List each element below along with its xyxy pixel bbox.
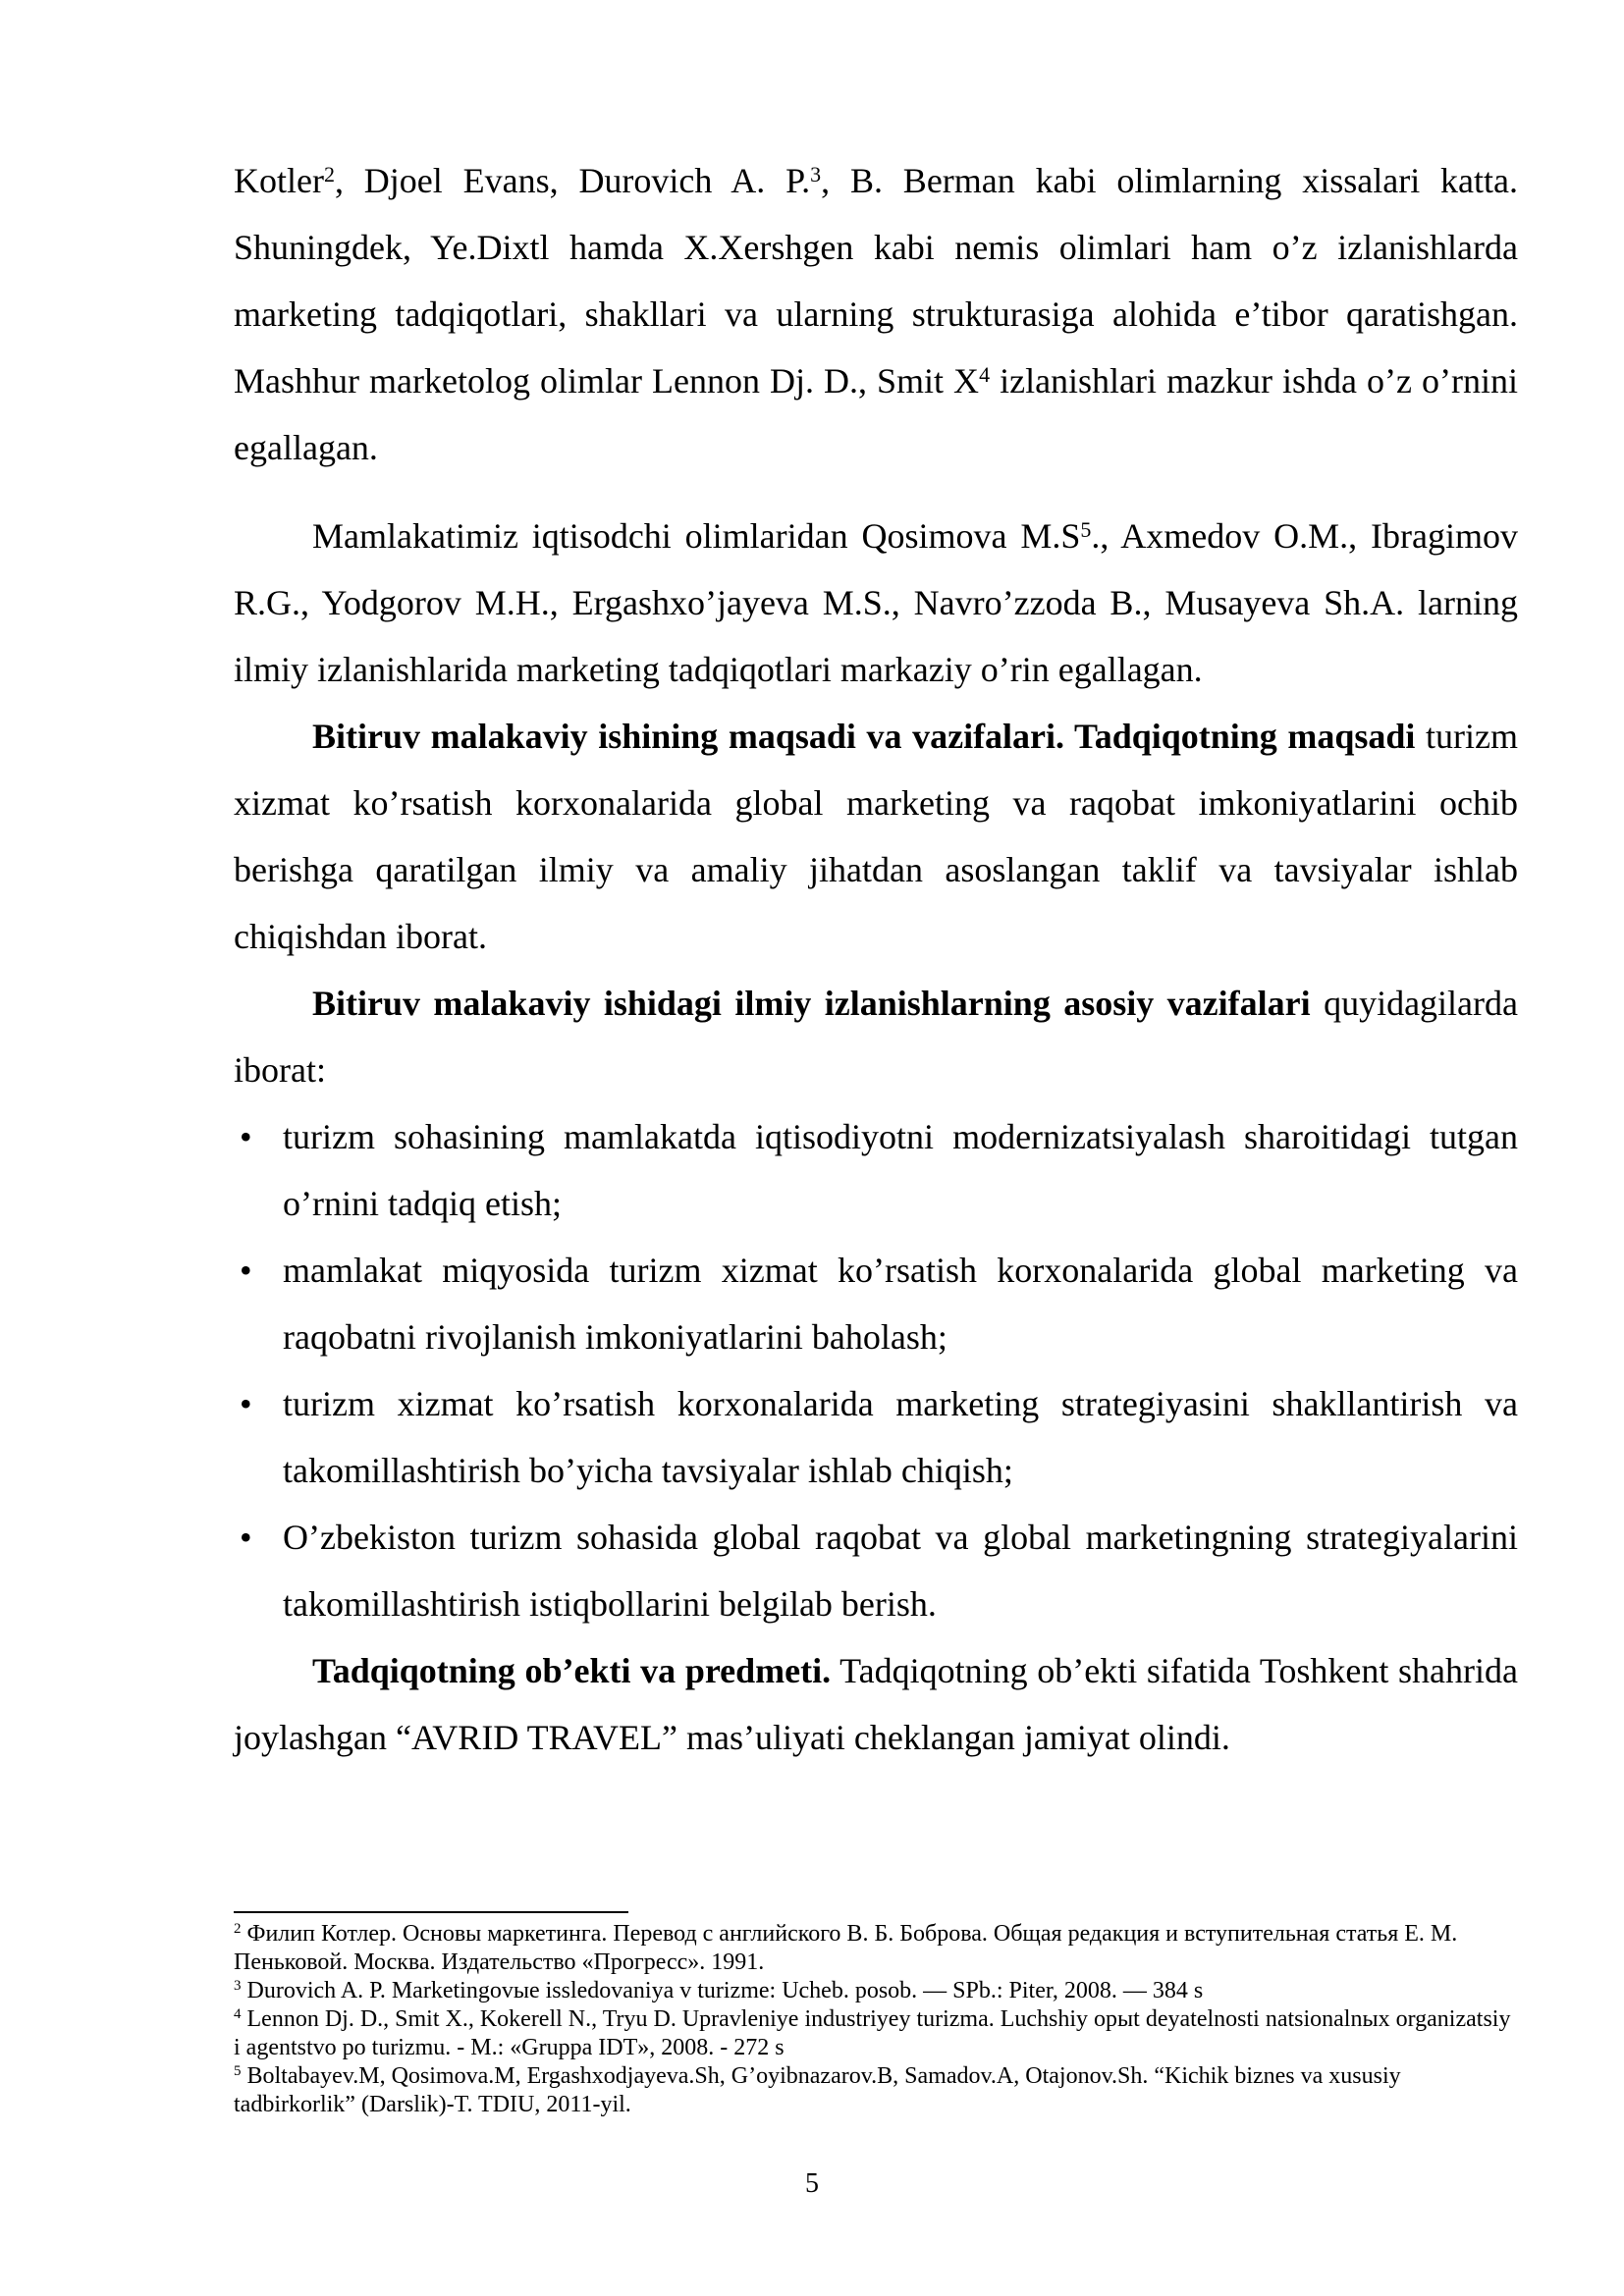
footnote [234, 1920, 1518, 1977]
list-item [234, 1237, 1518, 1370]
paragraph-local-scholars [234, 503, 1518, 703]
text-run: , B. Berman kabi olimlarning xissalari katta. Shuningdek, Ye.Dixtl hamda X.Xershgen kabi nemis olimlari ham o’z izlanishlarda marketing tadqiqotlari, shakllari va ularning strukturasiga alohida e’tibor qaratishgan. Mashhur marketolog olimlar Lennon Dj. D., Smit X [234, 161, 1519, 400]
footnote-text: Филип Котлер. Основы маркетинга. Перевод с английского В. Б. Боброва. Общая редакция и вступительная статья Е. М. Пеньковой. Москва. Издательство «Прогресс». 1991. [234, 1921, 1458, 1975]
bullet-icon: • [240, 1117, 252, 1156]
text-run: izlanishlari mazkur ishda o’z o’rnini egallagan. [234, 361, 1519, 467]
text-run: quyidagilarda iborat: [234, 984, 1518, 1090]
list-item [234, 1103, 1518, 1237]
bold-heading-run: Bitiruv malakaviy ishining maqsadi va vazifalari. Tadqiqotning maqsadi [312, 717, 1416, 756]
paragraph-object [234, 1637, 1518, 1771]
bullet-icon: • [240, 1384, 252, 1423]
footnote-ref: 5 [1080, 517, 1092, 542]
text-run: Kotler [234, 161, 324, 200]
footnote-number: 3 [234, 1978, 242, 1994]
footnotes [234, 1920, 1518, 2119]
list-item-text: turizm xizmat ko’rsatish korxonalarida marketing strategiyasini shakllantirish va takomillashtirish bo’yicha tavsiyalar ishlab chiqish; [283, 1384, 1518, 1490]
tasks-list [234, 1103, 1518, 1637]
list-item [234, 1370, 1518, 1504]
footnote [234, 2005, 1518, 2062]
text-run: turizm xizmat ko’rsatish korxonalarida global marketing va raqobat imkoniyatlarini ochib berishga qaratilgan ilmiy va amaliy jihatdan asoslangan taklif va tavsiyalar ishlab chiqishdan iborat. [234, 717, 1518, 956]
footnote-ref: 2 [323, 162, 335, 187]
bullet-icon: • [240, 1518, 252, 1557]
paragraph-tasks [234, 970, 1518, 1103]
list-item-text: O’zbekiston turizm sohasida global raqobat va global marketingning strategiyalarini takomillashtirish istiqbollarini belgilab berish. [283, 1518, 1518, 1624]
footnote-ref: 3 [810, 162, 822, 187]
paragraph-purpose [234, 703, 1518, 970]
bold-heading-run: Bitiruv malakaviy ishidagi ilmiy izlanishlarning asosiy vazifalari [312, 984, 1311, 1023]
text-run: Tadqiqotning ob’ekti sifatida Toshkent shahrida joylashgan “AVRID TRAVEL” mas’uliyati cheklangan jamiyat olindi. [234, 1651, 1518, 1757]
bullet-icon: • [240, 1251, 252, 1290]
bold-heading-run: Tadqiqotning ob’ekti va predmeti. [312, 1651, 832, 1690]
list-item [234, 1504, 1518, 1637]
footnote-text: Boltabayev.M, Qosimova.M, Ergashxodjayeva.Sh, G’oyibnazarov.B, Samadov.A, Otajonov.Sh. “Kichik biznes va xususiy tadbirkorlik” (Darslik)-T. TDIU, 2011-yil. [234, 2063, 1401, 2117]
footnote-number: 4 [234, 2006, 242, 2022]
footnote-text: Lennon Dj. D., Smit X., Kokerell N., Tryu D. Upravleniye industriyey turizma. Luchshiy opыt deyatelnosti natsionalnыx organizatsiy i agentstvo po turizmu. - M.: «Gruppa IDT», 2008. - 272 s [234, 2006, 1511, 2060]
text-run: Mamlakatimiz iqtisodchi olimlaridan Qosimova M.S [312, 516, 1081, 556]
list-item-text: mamlakat miqyosida turizm xizmat ko’rsatish korxonalarida global marketing va raqobatni rivojlanish imkoniyatlarini baholash; [283, 1251, 1518, 1357]
footnote [234, 2062, 1518, 2119]
text-run: , Djoel Evans, Durovich A. P. [334, 161, 811, 200]
text-run: ., Axmedov O.M., Ibragimov R.G., Yodgorov M.H., Ergashxo’jayeva M.S., Navro’zzoda B., Musayeva Sh.A. larning ilmiy izlanishlarida marketing tadqiqotlari markaziy o’rin egallagan. [234, 516, 1518, 689]
paragraph-scholars [234, 147, 1518, 481]
list-item-text: turizm sohasining mamlakatda iqtisodiyotni modernizatsiyalash sharoitidagi tutgan o’rnini tadqiq etish; [283, 1117, 1518, 1223]
footnote-number: 5 [234, 2063, 242, 2079]
body-text [234, 147, 1518, 1771]
footnote-number: 2 [234, 1921, 242, 1937]
footnote [234, 1977, 1518, 2005]
footnote-text: Durovich A. P. Marketingovыe issledovaniya v turizme: Ucheb. posob. — SPb.: Piter, 2008. — 384 s [241, 1978, 1204, 2003]
page-number: 5 [805, 2168, 819, 2199]
footnote-separator [234, 1911, 628, 1913]
footnote-ref: 4 [979, 362, 991, 387]
